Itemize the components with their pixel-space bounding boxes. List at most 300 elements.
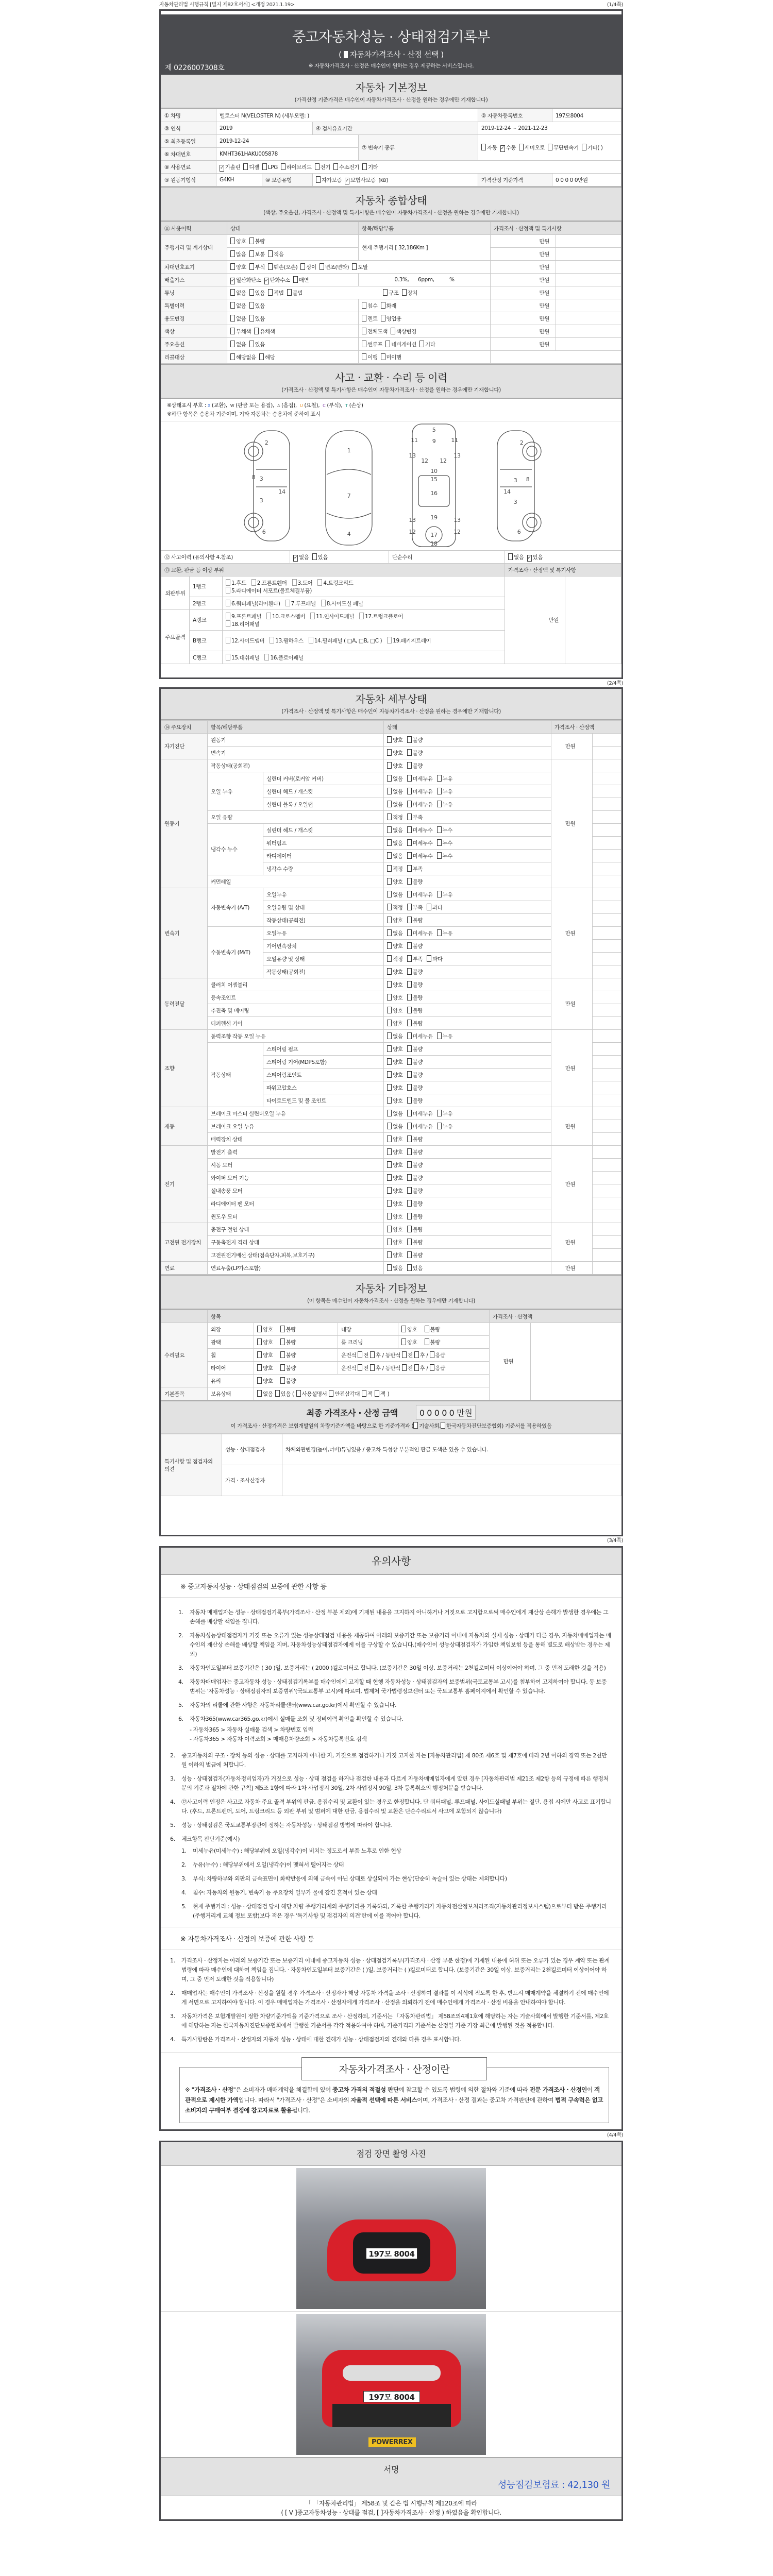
car365-path: - 자동차365 > 자동차 실매물 검색 > 차량번호 입력: [190, 1726, 313, 1733]
checkbox[interactable]: [407, 865, 412, 872]
checkbox[interactable]: [437, 891, 442, 897]
price-note[interactable]: [593, 1069, 621, 1081]
price-note[interactable]: [593, 850, 621, 862]
checkbox[interactable]: [230, 353, 235, 360]
price-note[interactable]: [593, 901, 621, 914]
checkbox[interactable]: ✓: [527, 555, 531, 561]
status-options: [254, 1349, 338, 1362]
checkbox[interactable]: [230, 238, 235, 244]
price-note[interactable]: [593, 940, 621, 953]
price-note[interactable]: [556, 338, 621, 351]
checkbox[interactable]: [387, 814, 392, 820]
checkbox[interactable]: [262, 163, 267, 170]
checkbox[interactable]: [293, 276, 298, 283]
checkbox[interactable]: [268, 250, 273, 257]
checkbox[interactable]: [257, 1338, 262, 1345]
checkbox[interactable]: [407, 801, 412, 807]
checkbox[interactable]: [329, 1390, 333, 1397]
checkbox[interactable]: [243, 163, 248, 170]
checkbox[interactable]: [437, 826, 442, 833]
checkbox[interactable]: [230, 341, 235, 347]
checkbox[interactable]: [437, 1032, 442, 1039]
price-note[interactable]: [556, 261, 621, 274]
price-note[interactable]: [593, 1210, 621, 1223]
option-label: 있음: [317, 554, 328, 561]
checkbox[interactable]: [387, 1058, 392, 1065]
checkbox[interactable]: [280, 1351, 285, 1358]
checkbox[interactable]: [268, 263, 273, 270]
checkbox[interactable]: [230, 289, 235, 296]
checkbox[interactable]: [387, 1213, 392, 1219]
price-note[interactable]: [593, 1249, 621, 1262]
table-row: [161, 759, 621, 772]
checkbox[interactable]: [249, 289, 254, 296]
checkbox[interactable]: [292, 579, 297, 586]
checkbox[interactable]: [437, 788, 442, 794]
price-note[interactable]: [593, 1172, 621, 1184]
checkbox[interactable]: [362, 302, 366, 309]
status-options: [384, 1197, 551, 1210]
checkbox[interactable]: [387, 865, 392, 872]
item-label: 오일유량 및 상태: [263, 901, 384, 914]
price-note[interactable]: [593, 747, 621, 759]
checkbox[interactable]: [582, 144, 586, 150]
checkbox[interactable]: [387, 1239, 392, 1245]
checkbox[interactable]: [226, 587, 230, 594]
checkbox[interactable]: [548, 144, 552, 150]
checkbox[interactable]: [296, 1390, 301, 1397]
item-label: 구동축전지 격리 상태: [208, 1236, 384, 1249]
price-note[interactable]: [593, 1043, 621, 1056]
checkbox[interactable]: [387, 1110, 392, 1116]
part-number-label: 12: [453, 529, 461, 535]
checkbox[interactable]: [407, 1239, 412, 1245]
checkbox[interactable]: [226, 637, 230, 643]
price-note[interactable]: [593, 759, 621, 772]
price-note[interactable]: [593, 1094, 621, 1107]
checkbox[interactable]: [407, 1110, 412, 1116]
checkbox[interactable]: [407, 1187, 412, 1194]
car365-path: - 자동차365 > 자동차 이력조회 > 매매용차량조회 > 자동차등록번호 검색: [190, 1736, 367, 1742]
price-note[interactable]: [593, 1159, 621, 1172]
checkbox[interactable]: [437, 1110, 442, 1116]
checkbox[interactable]: [391, 328, 395, 334]
checkbox[interactable]: [387, 1032, 392, 1039]
checkbox[interactable]: [259, 353, 264, 360]
checkbox[interactable]: [226, 613, 230, 619]
option: [226, 588, 312, 594]
price-note[interactable]: [556, 299, 621, 312]
checkbox[interactable]: [251, 579, 256, 586]
checkbox[interactable]: [407, 1032, 412, 1039]
price-note[interactable]: [593, 1030, 621, 1043]
price-note[interactable]: [593, 811, 621, 824]
checkbox[interactable]: [407, 852, 412, 859]
checkbox[interactable]: [362, 341, 366, 347]
checkbox[interactable]: [316, 176, 321, 183]
checkbox[interactable]: [425, 1326, 429, 1332]
checkbox[interactable]: [370, 1364, 375, 1371]
price-note[interactable]: [593, 1017, 621, 1030]
checkbox[interactable]: [430, 1351, 434, 1358]
option-label: 불량: [412, 981, 423, 988]
checkbox[interactable]: [387, 801, 392, 807]
checkbox[interactable]: [407, 917, 412, 923]
price-note[interactable]: [593, 965, 621, 978]
checkbox[interactable]: [257, 1326, 262, 1332]
checkbox[interactable]: [375, 1390, 379, 1397]
checkbox[interactable]: [280, 1377, 285, 1384]
checkbox[interactable]: [300, 263, 305, 270]
item-label: 타이로드엔드 및 볼 조인트: [263, 1094, 384, 1107]
checkbox[interactable]: [383, 289, 388, 296]
checkbox[interactable]: [387, 1251, 392, 1258]
option: [309, 638, 382, 644]
checkbox[interactable]: [249, 250, 254, 257]
checkbox[interactable]: [407, 1136, 412, 1142]
checkbox[interactable]: [352, 263, 357, 270]
price-note[interactable]: [593, 1081, 621, 1094]
price-note[interactable]: [593, 1197, 621, 1210]
checkbox[interactable]: [280, 1326, 285, 1332]
checkbox[interactable]: [387, 878, 392, 885]
checkbox[interactable]: [387, 1136, 392, 1142]
checkbox[interactable]: [407, 929, 412, 936]
checkbox[interactable]: [437, 839, 442, 846]
checkbox[interactable]: [381, 302, 385, 309]
checkbox[interactable]: [387, 917, 392, 923]
checkbox[interactable]: [387, 968, 392, 975]
price-note[interactable]: [593, 862, 621, 875]
checkbox[interactable]: [407, 891, 412, 897]
checkbox[interactable]: [381, 315, 385, 321]
checkbox[interactable]: [407, 1058, 412, 1065]
price-note[interactable]: [593, 1004, 621, 1017]
checkbox[interactable]: [407, 839, 412, 846]
checkbox[interactable]: [407, 788, 412, 794]
checkbox[interactable]: [315, 163, 320, 170]
price-note[interactable]: [531, 1323, 621, 1400]
checkbox[interactable]: [407, 1084, 412, 1091]
option: [312, 554, 328, 561]
checkbox[interactable]: [281, 163, 285, 170]
checkbox[interactable]: ✓: [220, 165, 224, 171]
checkbox[interactable]: [385, 341, 390, 347]
checkbox[interactable]: [321, 600, 326, 606]
item-number: 3.: [170, 1775, 175, 1782]
checkbox[interactable]: [249, 263, 254, 270]
checkbox[interactable]: [257, 1390, 262, 1397]
checkbox[interactable]: [249, 238, 254, 244]
price-note[interactable]: [593, 1184, 621, 1197]
checkbox[interactable]: [407, 1226, 412, 1232]
checkbox[interactable]: [387, 637, 392, 643]
price-note[interactable]: [593, 1223, 621, 1236]
checkbox[interactable]: [312, 553, 317, 560]
checkbox[interactable]: [387, 1161, 392, 1168]
checkbox[interactable]: [430, 1364, 434, 1371]
checkbox[interactable]: [437, 929, 442, 936]
checkbox[interactable]: [407, 1264, 412, 1271]
option: [387, 1046, 403, 1053]
checkbox[interactable]: [249, 302, 254, 309]
checkbox[interactable]: [387, 942, 392, 949]
checkbox[interactable]: [407, 1045, 412, 1052]
checkbox[interactable]: [387, 1084, 392, 1091]
sub-item-label: 자동변속기 (A/T): [208, 888, 263, 927]
checkbox[interactable]: [425, 1338, 429, 1345]
checkbox[interactable]: [387, 852, 392, 859]
checkbox[interactable]: [230, 263, 235, 270]
checkbox[interactable]: [387, 762, 392, 769]
col-header: ⑪ 사용이력: [161, 222, 227, 235]
checkbox[interactable]: [249, 341, 254, 347]
checkbox[interactable]: [387, 839, 392, 846]
price-note[interactable]: [593, 1133, 621, 1146]
notice-section-heading: ※ 자동차가격조사 · 산정의 보증에 관한 사항 등: [161, 1927, 621, 1950]
price-note[interactable]: [593, 1107, 621, 1120]
checkbox[interactable]: [407, 1200, 412, 1207]
price-note[interactable]: [556, 235, 621, 248]
checkbox[interactable]: [230, 250, 235, 257]
checkbox[interactable]: [387, 994, 392, 1001]
checkbox[interactable]: [387, 1071, 392, 1078]
label: ⑧ 사용연료: [161, 161, 216, 174]
checkbox[interactable]: [264, 654, 269, 660]
checkbox[interactable]: [407, 1213, 412, 1219]
item-label: 룸 크리닝: [338, 1336, 398, 1349]
checkbox[interactable]: [254, 328, 259, 334]
price-note[interactable]: [593, 978, 621, 991]
checkbox[interactable]: [317, 579, 322, 586]
checkbox[interactable]: [407, 762, 412, 769]
checkbox[interactable]: [387, 1045, 392, 1052]
checkbox[interactable]: ✓: [231, 278, 235, 283]
price-note[interactable]: [593, 1236, 621, 1249]
price-note[interactable]: [593, 1056, 621, 1069]
checkbox[interactable]: [280, 1364, 285, 1371]
price-note[interactable]: [556, 325, 621, 338]
checkbox[interactable]: [387, 1174, 392, 1181]
checkbox[interactable]: [407, 1020, 412, 1026]
price-note[interactable]: [556, 274, 621, 286]
checkbox[interactable]: [387, 775, 392, 782]
checkbox[interactable]: [441, 1422, 445, 1429]
checkbox[interactable]: [402, 1351, 407, 1358]
item-label: 라디에이터: [263, 850, 384, 862]
checkbox[interactable]: [414, 1364, 419, 1371]
price-note[interactable]: [593, 1120, 621, 1133]
price-note[interactable]: [593, 734, 621, 747]
checkbox[interactable]: ✓: [294, 555, 298, 561]
checkbox[interactable]: [275, 1390, 280, 1397]
checkbox[interactable]: [358, 1364, 362, 1371]
checkbox[interactable]: [285, 600, 290, 606]
checkbox[interactable]: [387, 1200, 392, 1207]
checkbox[interactable]: [387, 891, 392, 897]
price-note[interactable]: [593, 837, 621, 850]
checkbox[interactable]: [407, 1148, 412, 1155]
price-note[interactable]: [593, 785, 621, 798]
checkbox[interactable]: [407, 904, 412, 910]
price-note[interactable]: [593, 927, 621, 940]
checkbox[interactable]: [481, 144, 486, 150]
emphasis-text: 법적 구속력은 없고 소비자의 구매여부 결정에 참고자료로 활용: [185, 2096, 603, 2114]
checkbox[interactable]: [387, 1020, 392, 1026]
checkbox[interactable]: [407, 981, 412, 988]
checkbox[interactable]: [401, 1338, 406, 1345]
checkbox[interactable]: [407, 955, 412, 962]
checkbox[interactable]: [362, 328, 366, 334]
price-note[interactable]: [593, 1262, 621, 1275]
option-label: 양호: [393, 1059, 403, 1065]
part-group-label: 외판부위: [161, 577, 190, 610]
checkbox[interactable]: [362, 163, 367, 170]
option: [407, 1227, 423, 1233]
checkbox[interactable]: [268, 289, 273, 296]
checkbox[interactable]: [387, 749, 392, 756]
checkbox[interactable]: [387, 788, 392, 794]
checkbox[interactable]: [437, 775, 442, 782]
notice-item: [178, 1715, 611, 1724]
price-note[interactable]: [556, 248, 621, 261]
checkbox[interactable]: [401, 1326, 406, 1332]
checkbox[interactable]: [407, 994, 412, 1001]
checkbox[interactable]: [407, 1097, 412, 1104]
checkbox[interactable]: [362, 315, 366, 321]
checkbox[interactable]: [427, 904, 431, 910]
price-note[interactable]: [565, 577, 621, 664]
checkbox[interactable]: [407, 749, 412, 756]
checkbox[interactable]: [359, 613, 364, 619]
option-label: 양호: [393, 1226, 403, 1233]
checkbox[interactable]: [270, 637, 274, 643]
checkbox[interactable]: [407, 1174, 412, 1181]
checkbox[interactable]: [402, 1364, 407, 1371]
option-label: 미세누유: [412, 801, 433, 808]
checkbox[interactable]: [413, 1422, 418, 1429]
checkbox[interactable]: [437, 852, 442, 859]
checkbox[interactable]: [407, 968, 412, 975]
checkbox[interactable]: [230, 315, 235, 321]
checkbox[interactable]: [310, 613, 315, 619]
checkbox[interactable]: [387, 904, 392, 910]
checkbox[interactable]: [407, 826, 412, 833]
checkbox[interactable]: ✓: [345, 178, 349, 183]
checkbox[interactable]: [226, 620, 230, 627]
checkbox[interactable]: [387, 1097, 392, 1104]
checkbox[interactable]: [407, 942, 412, 949]
checkbox[interactable]: [414, 1351, 419, 1358]
price-note[interactable]: [593, 875, 621, 888]
checkbox[interactable]: [508, 553, 513, 560]
checkbox[interactable]: [427, 955, 431, 962]
price-note[interactable]: [556, 286, 621, 299]
checkbox[interactable]: [387, 955, 392, 962]
price-note[interactable]: [593, 1146, 621, 1159]
checkbox[interactable]: [249, 315, 254, 321]
checkbox[interactable]: [407, 736, 412, 743]
option: [387, 737, 403, 743]
checkbox[interactable]: [402, 289, 407, 296]
checkbox[interactable]: [381, 353, 385, 360]
checkbox[interactable]: [387, 981, 392, 988]
checkbox[interactable]: [362, 353, 366, 360]
checkbox[interactable]: [407, 814, 412, 820]
checkbox[interactable]: [266, 613, 271, 619]
price-note[interactable]: [593, 914, 621, 927]
checkbox[interactable]: [362, 1390, 366, 1397]
price-note[interactable]: [593, 772, 621, 785]
table-row: [161, 734, 621, 747]
checkbox[interactable]: [519, 144, 524, 150]
checkbox[interactable]: [407, 1161, 412, 1168]
price-note[interactable]: [593, 991, 621, 1004]
price-unit: 만원: [551, 759, 593, 888]
checkbox[interactable]: [257, 1377, 262, 1384]
checkbox[interactable]: [387, 1264, 392, 1271]
checkbox[interactable]: [437, 1123, 442, 1129]
checkbox[interactable]: [387, 1123, 392, 1129]
checkbox[interactable]: [280, 1338, 285, 1345]
checkbox[interactable]: [257, 1351, 262, 1358]
checkbox[interactable]: [407, 1007, 412, 1013]
checkbox[interactable]: [320, 263, 324, 270]
checkbox[interactable]: [230, 302, 235, 309]
checkbox[interactable]: [407, 775, 412, 782]
checkbox[interactable]: [387, 826, 392, 833]
checkbox[interactable]: [407, 878, 412, 885]
checkbox[interactable]: [358, 1351, 362, 1358]
notice-item: [178, 1677, 611, 1696]
checkbox[interactable]: [333, 163, 338, 170]
checkbox[interactable]: [407, 1251, 412, 1258]
checkbox[interactable]: [226, 654, 230, 660]
price-note[interactable]: [593, 888, 621, 901]
checkbox[interactable]: [437, 801, 442, 807]
option: [254, 329, 275, 335]
checkbox[interactable]: [226, 600, 230, 606]
price-note[interactable]: [556, 312, 621, 325]
checkbox[interactable]: [387, 736, 392, 743]
checkbox[interactable]: [419, 341, 424, 347]
price-note[interactable]: [593, 953, 621, 965]
price-option-checkbox[interactable]: [344, 51, 348, 58]
item-label: 실린더 커버(로커암 커버): [263, 772, 384, 785]
option-label: 없음: [393, 891, 403, 898]
checkbox[interactable]: [287, 289, 292, 296]
status-options: [384, 1262, 551, 1275]
price-note[interactable]: [593, 824, 621, 837]
checkbox[interactable]: [226, 579, 230, 586]
checkbox[interactable]: [387, 1148, 392, 1155]
checkbox[interactable]: [230, 328, 235, 334]
checkbox[interactable]: [309, 637, 313, 643]
page-number: (2/4쪽): [607, 681, 623, 686]
checkbox[interactable]: [387, 1187, 392, 1194]
label: ① 차명: [161, 109, 216, 122]
checkbox[interactable]: ✓: [264, 278, 268, 283]
checkbox[interactable]: [407, 1123, 412, 1129]
checkbox[interactable]: [370, 1351, 375, 1358]
price-note[interactable]: [593, 798, 621, 811]
checkbox[interactable]: [257, 1364, 262, 1371]
checkbox[interactable]: [387, 929, 392, 936]
checkbox[interactable]: [387, 1007, 392, 1013]
checkbox[interactable]: ✓: [500, 146, 505, 151]
checkbox[interactable]: [387, 1226, 392, 1232]
checkbox[interactable]: [407, 1071, 412, 1078]
